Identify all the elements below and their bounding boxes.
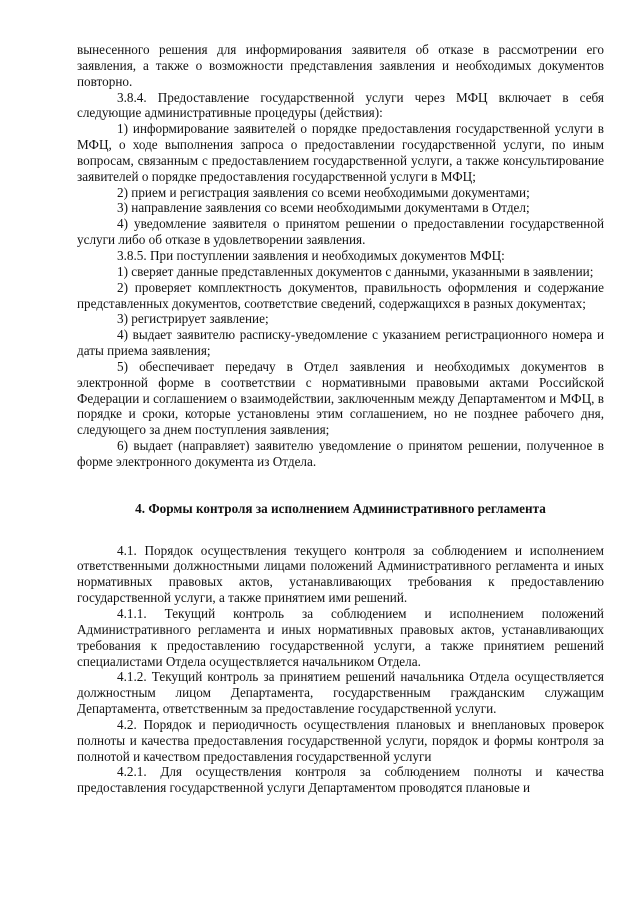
paragraph: 5) обеспечивает передачу в Отдел заявления и необходимых документов в электронной форме в соответствии с нормативными правовыми актами Российской Федерации и соглашением о взаимодействии, заключенным между Департаментом и МФЦ, в порядке и сроки, которые установлены этим соглашением, но не позднее рабочего дня, следующего за днем поступления заявления; bbox=[77, 358, 604, 438]
paragraph: 1) информирование заявителей о порядке предоставления государственной услуги в МФЦ, о ходе выполнения запроса о предоставлении государственной услуги, по иным вопросам, связанным с предоставлением государственной услуги, а также консультирование заявителей о порядке предоставления государственной услуги в МФЦ; bbox=[77, 121, 604, 184]
paragraph: 3.8.5. При поступлении заявления и необходимых документов МФЦ: bbox=[117, 247, 505, 263]
paragraph: 4.2. Порядок и периодичность осуществления плановых и внеплановых проверок полноты и качества предоставления государственной услуги, порядок и формы контроля за полнотой и качеством предоставления государственной услуги bbox=[77, 716, 604, 764]
document-body bbox=[77, 42, 604, 796]
paragraph: 3) регистрирует заявление; bbox=[117, 311, 269, 327]
paragraph: 2) прием и регистрация заявления со всеми необходимыми документами; bbox=[117, 184, 530, 200]
paragraph: 4.1. Порядок осуществления текущего контроля за соблюдением и исполнением ответственными должностными лицами положений Административного регламента и иных нормативных правовых актов, устанавливающих требования к предоставлению государственной услуги, а также принятием ими решений. bbox=[77, 542, 604, 606]
paragraph: 4.1.1. Текущий контроль за соблюдением и исполнением положений Административного регламента и иных нормативных правовых актов, устанавливающих требования к предоставлению государственной услуги, а также принятием решений специалистами Отдела осуществляется начальником Отдела. bbox=[77, 606, 604, 669]
paragraph: 3.8.4. Предоставление государственной услуги через МФЦ включает в себя следующие административные процедуры (действия): bbox=[77, 89, 604, 121]
paragraph: 6) выдает (направляет) заявителю уведомление о принятом решении, полученное в форме электронного документа из Отдела. bbox=[77, 438, 604, 469]
paragraph: 1) сверяет данные представленных документов с данными, указанными в заявлении; bbox=[117, 263, 594, 279]
paragraph: 4) уведомление заявителя о принятом решении о предоставлении государственной услуги либо об отказе в удовлетворении заявления. bbox=[77, 216, 604, 248]
paragraph: 4) выдает заявителю расписку-уведомление с указанием регистрационного номера и даты приема заявления; bbox=[77, 327, 604, 359]
section-heading: 4. Формы контроля за исполнением Административного регламента bbox=[135, 500, 546, 516]
paragraph: 3) направление заявления со всеми необходимыми документами в Отдел; bbox=[117, 200, 530, 216]
paragraph: 2) проверяет комплектность документов, правильность оформления и содержание представленных документов, соответствие сведений, содержащихся в разных документах; bbox=[77, 279, 604, 311]
paragraph: вынесенного решения для информирования заявителя об отказе в рассмотрении его заявления, а также о возможности представления заявления и необходимых документов повторно. bbox=[77, 42, 604, 89]
paragraph: 4.1.2. Текущий контроль за принятием решений начальника Отдела осуществляется должностным лицом Департамента, государственным гражданским служащим Департамента, ответственным за предоставление государственной услуги. bbox=[77, 669, 604, 717]
paragraph: 4.2.1. Для осуществления контроля за соблюдением полноты и качества предоставления государственной услуги Департаментом проводятся плановые и bbox=[77, 764, 604, 796]
